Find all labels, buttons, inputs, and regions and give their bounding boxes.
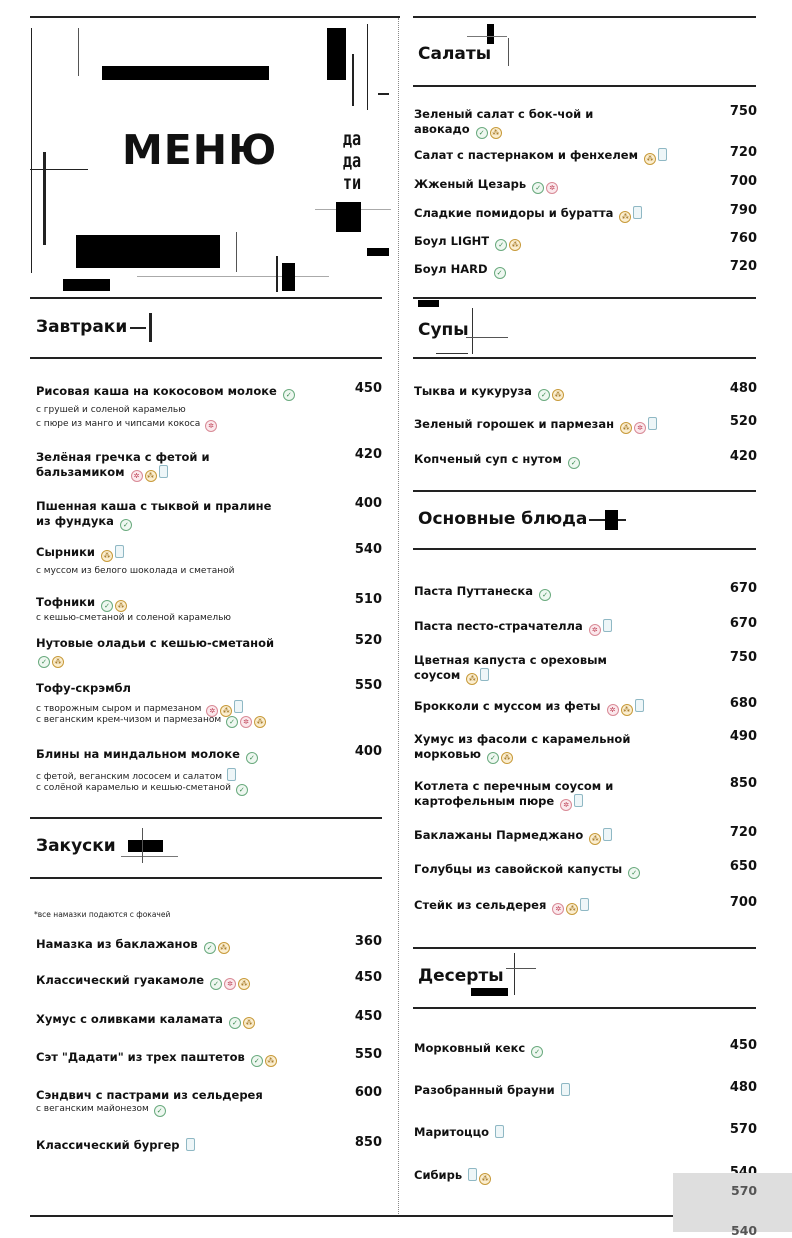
- decor-line: [506, 968, 536, 969]
- item-name-text: Стейк из сельдерея: [414, 898, 547, 912]
- nut-icon: ⁂: [52, 656, 64, 668]
- item-name: [36, 1050, 277, 1067]
- decor-block: [367, 248, 389, 256]
- item-name-text: Котлета с перечным соусом и: [414, 779, 614, 793]
- item-description: [36, 1103, 166, 1117]
- brand-line: ти: [342, 172, 362, 194]
- brand-line: да: [342, 128, 362, 150]
- milk-carton-icon: [603, 619, 612, 632]
- item-description: [36, 612, 231, 625]
- divider: [413, 85, 756, 87]
- item-description-text: с грушей и соленой карамелью: [36, 405, 186, 415]
- item-name-text: Паста Путтанеска: [414, 584, 533, 598]
- allergen-icon: ✲: [546, 182, 558, 194]
- item-name: [414, 262, 506, 279]
- decor-line: [149, 313, 152, 342]
- item-name: [414, 384, 564, 401]
- item-name-text: Намазка из баклажанов: [36, 937, 198, 951]
- allergen-icon: ✲: [205, 420, 217, 432]
- leaf-check-icon: ✓: [487, 752, 499, 764]
- section-title: Супы: [418, 320, 469, 340]
- nut-icon: ⁂: [145, 470, 157, 482]
- leaf-check-icon: ✓: [210, 978, 222, 990]
- leaf-check-icon: ✓: [539, 589, 551, 601]
- item-name-text: Сибирь: [414, 1168, 463, 1182]
- milk-carton-icon: [480, 668, 489, 681]
- leaf-check-icon: ✓: [101, 600, 113, 612]
- divider: [413, 16, 756, 18]
- item-price: 550: [354, 678, 382, 693]
- allergen-icon: ✲: [206, 705, 218, 717]
- item-name: [414, 1083, 570, 1098]
- item-name: [414, 452, 580, 469]
- item-price: 510: [354, 592, 382, 607]
- item-price: 450: [354, 381, 382, 396]
- milk-carton-icon: [580, 898, 589, 911]
- leaf-check-icon: ✓: [226, 716, 238, 728]
- decor-line: [367, 24, 368, 110]
- item-name-text: Тофники: [36, 595, 96, 609]
- decor-block: [336, 202, 361, 232]
- decor-line: [130, 327, 146, 329]
- allergen-icon: ✲: [560, 799, 572, 811]
- item-name-text: Морковный кекс: [414, 1041, 526, 1055]
- item-name-text: Паста песто-страчателла: [414, 619, 583, 633]
- item-name-text: Зеленый салат с бок-чой и: [414, 107, 594, 121]
- nut-icon: ⁂: [619, 211, 631, 223]
- item-name: [414, 107, 593, 139]
- divider: [413, 548, 756, 550]
- item-name-text: Хумус с оливками каламата: [36, 1012, 223, 1026]
- item-price: 720: [729, 145, 757, 160]
- item-price: 450: [729, 1038, 757, 1053]
- menu-title: МЕНЮ: [122, 126, 278, 174]
- decor-line: [121, 856, 178, 857]
- allergen-icon: ✲: [240, 716, 252, 728]
- item-price: 760: [729, 231, 757, 246]
- leaf-check-icon: ✓: [38, 656, 50, 668]
- item-name-text: Классический гуакамоле: [36, 973, 205, 987]
- item-name-text: морковью: [414, 747, 481, 761]
- decor-block: [327, 28, 346, 80]
- nut-icon: ⁂: [218, 942, 230, 954]
- item-description: [36, 782, 248, 796]
- decor-line: [467, 36, 507, 37]
- item-name: [414, 177, 558, 194]
- item-description-text: с веганским майонезом: [36, 1104, 149, 1114]
- leaf-check-icon: ✓: [531, 1046, 543, 1058]
- milk-carton-icon: [561, 1083, 570, 1096]
- item-name-text: Зеленый горошек и пармезан: [414, 417, 615, 431]
- item-name-text: Боул HARD: [414, 262, 488, 276]
- decor-line: [137, 276, 329, 277]
- item-name: [414, 1041, 543, 1058]
- nut-icon: ⁂: [552, 389, 564, 401]
- milk-carton-icon: [603, 828, 612, 841]
- item-name-text: Цветная капуста с ореховым: [414, 653, 607, 667]
- item-name: [414, 417, 657, 434]
- allergen-icon: ✲: [224, 978, 236, 990]
- item-description: [36, 565, 234, 578]
- decor-line: [514, 953, 515, 995]
- item-price: 450: [354, 1009, 382, 1024]
- item-price: 600: [354, 1085, 382, 1100]
- item-name-text: Сырники: [36, 545, 95, 559]
- decor-line: [78, 28, 79, 76]
- leaf-check-icon: ✓: [538, 389, 550, 401]
- nut-icon: ⁂: [238, 978, 250, 990]
- item-name-text: Сладкие помидоры и буратта: [414, 206, 614, 220]
- nut-icon: ⁂: [621, 704, 633, 716]
- item-price: 720: [729, 259, 757, 274]
- leaf-check-icon: ✓: [236, 784, 248, 796]
- nut-icon: ⁂: [254, 716, 266, 728]
- item-name: [414, 779, 613, 811]
- item-description: [36, 418, 217, 432]
- item-name: [414, 1168, 491, 1185]
- decor-line: [31, 28, 32, 273]
- allergen-icon: ✲: [589, 624, 601, 636]
- item-description-text: с веганским крем-чизом и пармезаном: [36, 715, 222, 725]
- brand-logo: [334, 128, 370, 194]
- section-title: Основные блюда: [418, 509, 588, 529]
- milk-carton-icon: [159, 465, 168, 478]
- divider: [30, 357, 382, 359]
- decor-block: [487, 24, 494, 44]
- decor-line: [508, 38, 509, 66]
- item-name-text: Сэт "Дадати" из трех паштетов: [36, 1050, 245, 1064]
- leaf-check-icon: ✓: [283, 389, 295, 401]
- decor-line: [142, 828, 143, 863]
- item-name: [414, 619, 612, 636]
- decor-line: [43, 152, 46, 245]
- item-name-text: Блины на миндальном молоке: [36, 747, 240, 761]
- item-name: [414, 1125, 504, 1140]
- allergen-icon: ✲: [607, 704, 619, 716]
- leaf-check-icon: ✓: [204, 942, 216, 954]
- gray-overlay: [673, 1173, 792, 1238]
- leaf-check-icon: ✓: [246, 752, 258, 764]
- decor-line: [352, 54, 354, 106]
- item-name-text: Пшенная каша с тыквой и пралине: [36, 499, 272, 513]
- divider: [30, 297, 382, 299]
- item-name: [36, 384, 295, 401]
- item-description: [36, 404, 186, 417]
- item-name-text: Сэндвич с пастрами из сельдерея: [36, 1088, 263, 1102]
- allergen-icon: ✲: [131, 470, 143, 482]
- item-name-text: Маритоццо: [414, 1125, 490, 1139]
- milk-carton-icon: [658, 148, 667, 161]
- item-name-text: Жженый Цезарь: [414, 177, 527, 191]
- milk-carton-icon: [574, 794, 583, 807]
- item-name: [36, 595, 127, 612]
- item-name: [36, 973, 250, 990]
- item-name: [414, 732, 630, 764]
- nut-icon: ⁂: [243, 1017, 255, 1029]
- item-price: 540: [354, 542, 382, 557]
- nut-icon: ⁂: [220, 705, 232, 717]
- section-title: Десерты: [418, 966, 504, 986]
- column-divider: [398, 18, 399, 1216]
- item-price: 490: [729, 729, 757, 744]
- item-price: 750: [729, 650, 757, 665]
- item-price: 570: [729, 1122, 757, 1137]
- decor-line: [276, 256, 278, 292]
- item-description-text: с творожным сыром и пармезаном: [36, 704, 202, 714]
- milk-carton-icon: [495, 1125, 504, 1138]
- nut-icon: ⁂: [566, 903, 578, 915]
- item-name-text: Разобранный брауни: [414, 1083, 555, 1097]
- item-name: [36, 747, 258, 764]
- item-description-text: с фетой, веганским лососем и салатом: [36, 772, 223, 782]
- divider: [413, 357, 756, 359]
- item-name-text: Тофу-скрэмбл: [36, 681, 131, 695]
- nut-icon: ⁂: [620, 422, 632, 434]
- decor-line: [378, 93, 389, 95]
- item-price: 790: [729, 203, 757, 218]
- decor-line: [436, 353, 468, 354]
- item-name-text: Тыква и кукуруза: [414, 384, 532, 398]
- milk-carton-icon: [115, 545, 124, 558]
- item-price: 520: [354, 633, 382, 648]
- nut-icon: ⁂: [509, 239, 521, 251]
- item-description: [36, 714, 266, 728]
- decor-block: [76, 235, 220, 268]
- allergen-icon: ✲: [634, 422, 646, 434]
- decor-block: [282, 263, 295, 291]
- brand-line: да: [342, 150, 362, 172]
- item-name: [36, 1088, 263, 1103]
- nut-icon: ⁂: [589, 833, 601, 845]
- item-name: [36, 545, 124, 562]
- decor-block: [471, 988, 508, 996]
- item-price: 670: [729, 616, 757, 631]
- item-price: 400: [354, 744, 382, 759]
- leaf-check-icon: ✓: [495, 239, 507, 251]
- item-name: [36, 681, 131, 696]
- item-name-text: Салат с пастернаком и фенхелем: [414, 148, 638, 162]
- item-price: 670: [729, 581, 757, 596]
- item-name: [414, 862, 640, 879]
- decor-block: [128, 840, 163, 852]
- milk-carton-icon: [227, 768, 236, 781]
- item-price: 700: [729, 895, 757, 910]
- item-name-text: картофельным пюре: [414, 794, 555, 808]
- item-price: 480: [729, 381, 757, 396]
- leaf-check-icon: ✓: [120, 519, 132, 531]
- nut-icon: ⁂: [479, 1173, 491, 1185]
- milk-carton-icon: [186, 1138, 195, 1151]
- leaf-check-icon: ✓: [628, 867, 640, 879]
- divider: [30, 16, 400, 18]
- item-name-text: соусом: [414, 668, 461, 682]
- nut-icon: ⁂: [101, 550, 113, 562]
- leaf-check-icon: ✓: [494, 267, 506, 279]
- item-name: [36, 499, 271, 531]
- item-name-text: Боул LIGHT: [414, 234, 490, 248]
- nut-icon: ⁂: [501, 752, 513, 764]
- item-price: 650: [729, 859, 757, 874]
- milk-carton-icon: [633, 206, 642, 219]
- nut-icon: ⁂: [490, 127, 502, 139]
- allergen-icon: ✲: [552, 903, 564, 915]
- decor-block: [605, 510, 618, 530]
- item-name: [414, 148, 667, 165]
- section-title: Салаты: [418, 44, 492, 64]
- milk-carton-icon: [234, 700, 243, 713]
- item-name: [414, 828, 612, 845]
- divider: [413, 947, 756, 949]
- leaf-check-icon: ✓: [476, 127, 488, 139]
- footnote: *все намазки подаются с фокачей: [34, 910, 171, 919]
- item-name-text: Голубцы из савойской капусты: [414, 862, 623, 876]
- divider: [413, 490, 756, 492]
- milk-carton-icon: [648, 417, 657, 430]
- divider: [30, 877, 382, 879]
- decor-line: [466, 337, 508, 338]
- item-name-text: из фундука: [36, 514, 114, 528]
- item-name-text: бальзамиком: [36, 465, 125, 479]
- nut-icon: ⁂: [644, 153, 656, 165]
- item-name-text: Брокколи с муссом из феты: [414, 699, 601, 713]
- item-name: [36, 1138, 195, 1153]
- item-price: 480: [729, 1080, 757, 1095]
- milk-carton-icon: [468, 1168, 477, 1181]
- item-description-text: с солёной карамелью и кешью-сметаной: [36, 783, 231, 793]
- item-price: 680: [729, 696, 757, 711]
- item-name-text: Классический бургер: [36, 1138, 180, 1152]
- decor-block: [63, 279, 110, 291]
- decor-block: [418, 300, 439, 307]
- item-description-text: с муссом из белого шоколада и сметаной: [36, 566, 235, 576]
- item-name: [36, 937, 230, 954]
- item-name: [414, 653, 607, 685]
- item-price: 360: [354, 934, 382, 949]
- milk-carton-icon: [635, 699, 644, 712]
- overlay-price: 570: [731, 1183, 758, 1198]
- nut-icon: ⁂: [115, 600, 127, 612]
- item-name-text: Рисовая каша на кокосовом молоке: [36, 384, 277, 398]
- item-price: 750: [729, 104, 757, 119]
- item-price: 850: [354, 1135, 382, 1150]
- item-price: 700: [729, 174, 757, 189]
- item-name: [414, 234, 521, 251]
- leaf-check-icon: ✓: [251, 1055, 263, 1067]
- item-name-text: Зелёная гречка с фетой и: [36, 450, 210, 464]
- item-name: [414, 206, 642, 223]
- decor-block: [102, 66, 269, 80]
- divider: [30, 817, 382, 819]
- nut-icon: ⁂: [265, 1055, 277, 1067]
- item-name: [414, 699, 644, 716]
- item-description-text: с кешью-сметаной и соленой карамелью: [36, 613, 231, 623]
- item-name-text: Хумус из фасоли с карамельной: [414, 732, 631, 746]
- item-price: 400: [354, 496, 382, 511]
- nut-icon: ⁂: [466, 673, 478, 685]
- item-name-text: Копченый суп с нутом: [414, 452, 562, 466]
- leaf-check-icon: ✓: [229, 1017, 241, 1029]
- item-name: [36, 1012, 255, 1029]
- item-name: [414, 898, 589, 915]
- decor-line: [30, 169, 88, 170]
- item-name-text: Баклажаны Пармеджано: [414, 828, 584, 842]
- item-price: 520: [729, 414, 757, 429]
- overlay-price: 540: [731, 1223, 758, 1238]
- leaf-check-icon: ✓: [532, 182, 544, 194]
- section-title: Завтраки: [36, 317, 128, 337]
- item-price: 550: [354, 1047, 382, 1062]
- item-name: [36, 450, 210, 482]
- item-price: 420: [354, 447, 382, 462]
- divider: [413, 1007, 756, 1009]
- item-price: 450: [354, 970, 382, 985]
- decor-line: [472, 308, 473, 354]
- item-name: [414, 584, 551, 601]
- item-price: 420: [729, 449, 757, 464]
- item-description-text: с пюре из манго и чипсами кокоса: [36, 419, 201, 429]
- divider: [413, 297, 756, 299]
- item-price: 720: [729, 825, 757, 840]
- leaf-check-icon: ✓: [568, 457, 580, 469]
- item-name: [36, 636, 274, 668]
- leaf-check-icon: ✓: [154, 1105, 166, 1117]
- item-name-text: Нутовые оладьи с кешью-сметаной: [36, 636, 275, 650]
- section-title: Закуски: [36, 836, 116, 856]
- item-name-text: авокадо: [414, 122, 470, 136]
- item-price: 850: [729, 776, 757, 791]
- decor-line: [236, 232, 237, 272]
